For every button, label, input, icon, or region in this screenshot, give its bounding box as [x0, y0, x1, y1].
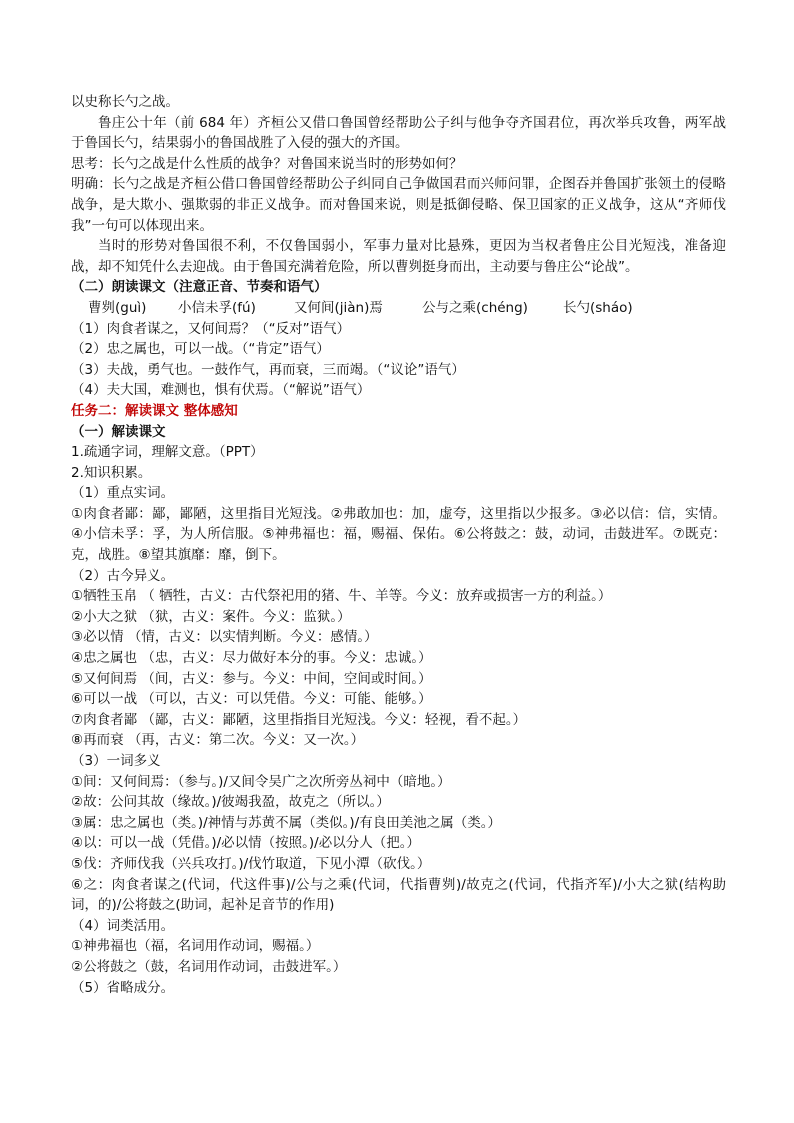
document-page — [71, 92, 726, 998]
tone-item: （1）肉食者谋之，又何间焉？（“反对”语气） — [71, 320, 351, 337]
subsection-heading: （3）一词多义 — [71, 753, 161, 769]
pron-item: 公与之乘(chéng) — [422, 299, 528, 316]
subsection-heading: （2）古今异义。 — [71, 567, 175, 584]
shici-paragraph: ①肉食者鄙：鄙，鄙陋，这里指目光短浅。②弗敢加也：加，虚夸，这里指以少报多。③必以信：信，实情。④小信未孚：孚，为人所信服。⑤神弗福也：福，赐福、保佑。⑥公将鼓之：鼓，动词，击鼓进军。⑦既克：克，战胜。⑧望其旗靡：靡，倒下。 — [71, 505, 726, 564]
pron-item: 又何间(jiàn)焉 — [294, 299, 383, 316]
pron-item: 长勺(sháo) — [563, 299, 633, 316]
subsection-heading: （5）省略成分。 — [71, 979, 175, 996]
intro-paragraph: 鲁庄公十年（前 684 年）齐桓公又借口鲁国曾经帮助公子纠与他争夺齐国君位，再次举兵攻鲁，两军战于鲁国长勺，结果弱小的鲁国战胜了入侵的强大的齐国。 — [71, 114, 726, 152]
guji-item: ⑥可以一战 （可以，古义：可以凭借。今义：可能、能够。） — [71, 691, 432, 708]
pron-item: 曹刿(guì) — [88, 299, 147, 316]
subsection-heading: （1）重点实词。 — [71, 485, 175, 502]
answer-paragraph: 明确：长勺之战是齐桓公借口鲁国曾经帮助公子纠同自己争做国君而兴师问罪，企图吞并鲁国扩张领土的侵略战争，是大欺小、强欺弱的非正义战争。而对鲁国来说，则是抵御侵略、保卫国家的正义战争，这从“齐师伐我”一句可以体现出来。 — [71, 176, 726, 234]
yici-item: ⑥之：肉食者谋之(代词，代这件事)/公与之乘(代词，代指曹刿)/故克之(代词，代指齐军)/小大之狱(结构助词，的)/公将鼓之(助词，起补足音节的作用) — [71, 876, 726, 914]
step-item: 1.疏通字词，理解文意。（PPT） — [71, 444, 264, 461]
step-item: 2.知识积累。 — [71, 464, 152, 481]
tone-item: （4）夫大国，难测也，惧有伏焉。（“解说”语气） — [71, 382, 371, 399]
yici-item: ④以：可以一战（凭借。)/必以情（按照。)/必以分人（把。） — [71, 835, 420, 852]
intro-line: 以史称长勺之战。 — [71, 94, 179, 110]
think-question: 思考：长勺之战是什么性质的战争？对鲁国来说当时的形势如何？ — [71, 155, 463, 172]
guji-item: ⑤又何间焉 （间，古义：参与。今义：中间，空间或时间。） — [71, 670, 432, 687]
reading-heading: （二）朗读课文（注意正音、节奏和语气） — [71, 279, 328, 296]
tone-item: （2）忠之属也，可以一战。（“肯定”语气） — [71, 341, 330, 358]
subsection-heading: （4）词类活用。 — [71, 917, 175, 934]
pronunciation-row — [71, 298, 726, 319]
guji-item: ③必以情 （情，古义：以实情判断。今义：感情。） — [71, 629, 378, 646]
guji-item: ⑦肉食者鄙 （鄙，古义：鄙陋，这里指指目光短浅。今义：轻视，看不起。） — [71, 711, 527, 728]
guji-item: ①牺牲玉帛 （ 牺牲，古义：古代祭祀用的猪、牛、羊等。今义：放弃或损害一方的利益。） — [71, 588, 612, 605]
guji-item: ②小大之狱 （狱，古义：案件。今义：监狱。） — [71, 608, 351, 625]
tone-item: （3）夫战，勇气也。一鼓作气，再而衰，三而竭。（“议论”语气） — [71, 361, 465, 378]
cilei-item: ②公将鼓之（鼓，名词用作动词，击鼓进军。） — [71, 958, 347, 975]
pron-item: 小信未孚(fú) — [178, 299, 256, 316]
yici-item: ③属：忠之属也（类。)/神情与苏黄不属（类似。)/有良田美池之属（类。） — [71, 814, 501, 831]
yici-item: ①间：又何间焉：（参与。)/又间令吴广之次所旁丛祠中（暗地。） — [71, 773, 451, 790]
section-heading: （一）解读课文 — [71, 423, 166, 440]
cilei-item: ①神弗福也（福，名词用作动词，赐福。） — [71, 938, 320, 955]
task-title: 任务二：解读课文 整体感知 — [71, 402, 238, 419]
yici-item: ⑤伐：齐师伐我（兴兵攻打。)/伐竹取道，下见小潭（砍伐。） — [71, 855, 431, 872]
situation-paragraph: 当时的形势对鲁国很不利，不仅鲁国弱小，军事力量对比悬殊，更因为当权者鲁庄公目光短浅，准备迎战，却不知凭什么去迎战。由于鲁国充满着危险，所以曹刿挺身而出，主动要与鲁庄公“论战”。 — [71, 238, 726, 275]
guji-item: ④忠之属也 （忠，古义：尽力做好本分的事。今义：忠诚。） — [71, 650, 432, 667]
yici-item: ②故：公问其故（缘故。)/彼竭我盈，故克之（所以。） — [71, 794, 390, 811]
guji-item: ⑧再而衰 （再，古义：第二次。今义：又一次。） — [71, 732, 365, 749]
